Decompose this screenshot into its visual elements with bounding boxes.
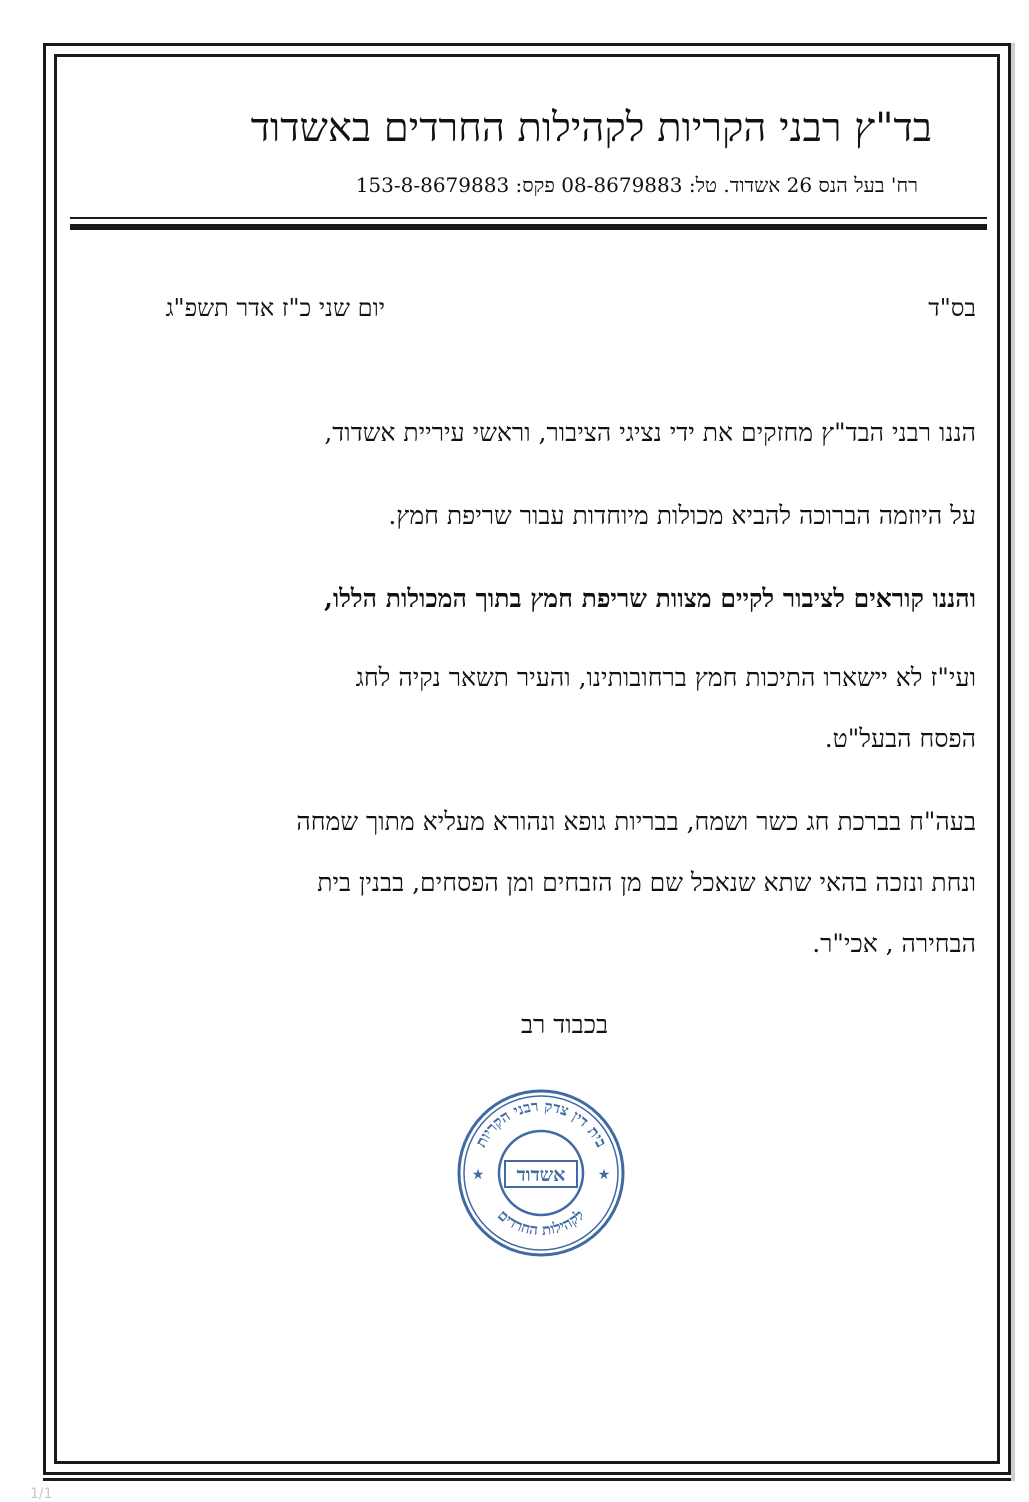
letter-date: יום שני כ"ז אדר תשפ"ג	[165, 294, 385, 322]
page-indicator: 1/1	[30, 1486, 53, 1502]
body-line: על היוזמה הברוכה להביא מכולות מיוחדות עבור שריפת חמץ.	[388, 501, 976, 530]
closing-signoff: בכבוד רב	[520, 1010, 608, 1039]
bsd-mark: בס"ד	[928, 294, 976, 322]
letterhead-address: רח' בעל הנס 26 אשדוד. טל: 08-8679883 פקס: 153-8-8679883	[355, 173, 918, 197]
body-line: הננו רבני הבד"ץ מחזקים את ידי נציגי הציבור, וראשי עיריית אשדוד,	[324, 418, 976, 447]
letterhead-separator-thick	[70, 224, 987, 230]
body-line: ועי"ז לא יישארו התיכות חמץ ברחובותינו, והעיר תשאר נקיה לחג	[355, 663, 976, 692]
letterhead-separator-thin	[70, 217, 987, 219]
body-line-emphasis: והננו קוראים לציבור לקיים מצוות שריפת חמץ בתוך המכולות הללו,	[324, 584, 976, 613]
body-line: ונחת ונזכה בהאי שתא שנאכל שם מן הזבחים ומן הפסחים, בבנין בית	[317, 868, 976, 897]
stamp-top-text: בית דין צדק רבני הקריות	[471, 1097, 611, 1151]
stamp-bottom-text: לקהילות החרדים	[494, 1206, 588, 1240]
body-line: בעה"ח בברכת חג כשר ושמח, בבריות גופא ונהורא מעליא מתוך שמחה	[296, 807, 976, 836]
star-icon: ★	[471, 1167, 485, 1183]
body-line: הבחירה , אכי"ר.	[812, 929, 976, 958]
court-stamp	[456, 1088, 626, 1258]
star-icon: ★	[597, 1167, 611, 1183]
stamp-center-text: אשדוד	[516, 1164, 566, 1186]
body-line: הפסח הבעל"ט.	[824, 724, 976, 753]
bottom-border-line	[43, 1478, 1011, 1481]
page-shadow	[1011, 43, 1015, 1481]
letterhead-title: בד"ץ רבני הקריות לקהילות החרדים באשדוד	[250, 105, 932, 151]
